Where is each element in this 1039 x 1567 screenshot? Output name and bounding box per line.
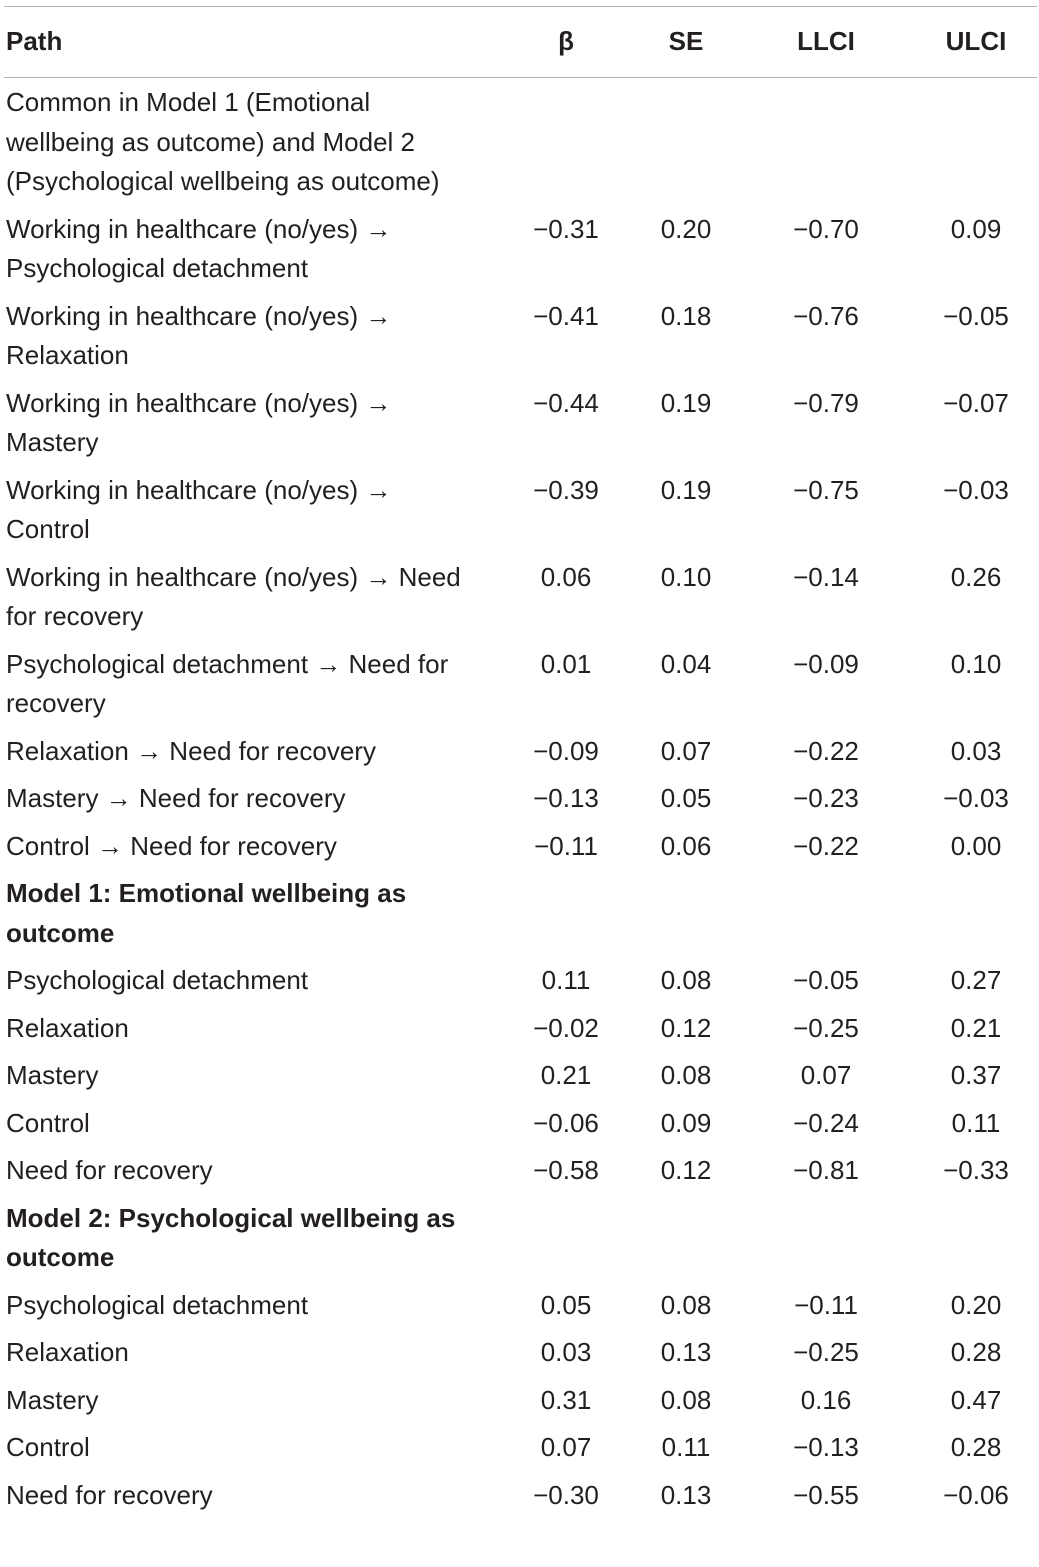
row-beta: 0.31 (540, 1384, 592, 1415)
table-row (4, 1104, 1037, 1152)
row-path: Mastery (6, 1060, 99, 1090)
row-ulci: 0.27 (950, 965, 1002, 995)
table-row (4, 1381, 1037, 1429)
row-llci: −0.14 (793, 561, 859, 592)
table-row (4, 384, 1037, 471)
table-row (4, 1476, 1037, 1524)
row-beta: −0.30 (533, 1479, 599, 1510)
row-path: Model 1: Emotional wellbeing as outcome (6, 878, 407, 948)
row-se: 0.08 (660, 965, 712, 995)
row-llci: −0.11 (794, 1289, 858, 1320)
row-llci: −0.09 (793, 648, 859, 679)
row-path: Common in Model 1 (Emotional wellbeing as outcome) and Model 2 (Psychological wellbeing as outcome) (6, 87, 440, 196)
row-path: Psychological detachment → Need for recovery (6, 648, 449, 718)
row-beta: 0.01 (540, 648, 592, 679)
row-se: 0.08 (660, 1289, 712, 1320)
row-path: Control → Need for recovery (6, 830, 337, 861)
row-llci: −0.24 (793, 1107, 859, 1138)
row-beta: −0.02 (533, 1012, 599, 1043)
table-row (4, 1286, 1037, 1334)
table-row (4, 297, 1037, 384)
row-se: 0.05 (660, 783, 712, 813)
header-path: Path (6, 26, 63, 57)
row-se: 0.13 (660, 1337, 712, 1367)
row-path: Need for recovery (6, 1155, 213, 1185)
row-beta: 0.06 (540, 561, 592, 592)
row-path: Psychological detachment (6, 1289, 309, 1320)
row-beta: 0.11 (541, 965, 591, 995)
row-ulci: 0.47 (950, 1384, 1002, 1415)
row-llci: −0.13 (793, 1432, 859, 1462)
row-ulci: −0.33 (943, 1155, 1009, 1185)
header-se: SE (668, 26, 704, 57)
table-row (4, 558, 1037, 645)
table-header (4, 7, 1037, 78)
row-llci: −0.75 (793, 474, 859, 505)
table-row (4, 1056, 1037, 1104)
row-se: 0.04 (660, 648, 712, 679)
row-llci: −0.22 (793, 830, 859, 861)
row-beta: −0.31 (533, 213, 599, 244)
row-llci: 0.16 (800, 1384, 852, 1415)
row-ulci: 0.03 (950, 735, 1002, 766)
row-se: 0.13 (660, 1479, 712, 1510)
row-llci: −0.81 (793, 1155, 859, 1185)
table-row (4, 1428, 1037, 1476)
table-row (4, 1333, 1037, 1381)
row-ulci: 0.28 (950, 1337, 1002, 1367)
row-path: Mastery (6, 1384, 99, 1415)
table-body (4, 78, 1037, 1523)
row-path: Working in healthcare (no/yes) → Psychological detachment (6, 213, 392, 283)
row-llci: −0.76 (793, 300, 859, 331)
row-path: Working in healthcare (no/yes) → Mastery (6, 387, 392, 457)
row-se: 0.12 (660, 1012, 712, 1043)
row-path: Model 2: Psychological wellbeing as outcome (6, 1202, 456, 1272)
row-path: Relaxation → Need for recovery (6, 735, 376, 766)
row-beta: 0.03 (540, 1337, 592, 1367)
row-ulci: −0.06 (943, 1479, 1009, 1510)
table-row (4, 961, 1037, 1009)
row-ulci: −0.07 (943, 387, 1009, 418)
row-se: 0.11 (661, 1432, 711, 1462)
table-row (4, 1009, 1037, 1057)
row-beta: 0.05 (540, 1289, 592, 1320)
results-table (4, 6, 1037, 1523)
row-llci: −0.22 (793, 735, 859, 766)
row-beta: −0.39 (533, 474, 599, 505)
row-llci: −0.55 (793, 1479, 859, 1510)
row-path: Relaxation (6, 1337, 129, 1367)
row-se: 0.08 (660, 1384, 712, 1415)
header-ulci: ULCI (945, 26, 1007, 57)
row-beta: −0.58 (533, 1155, 599, 1185)
row-path: Relaxation (6, 1012, 129, 1043)
row-path: Working in healthcare (no/yes) → Need for recovery (6, 561, 461, 631)
row-llci: −0.70 (793, 213, 859, 244)
row-se: 0.20 (660, 213, 712, 244)
row-se: 0.08 (660, 1060, 712, 1090)
row-ulci: −0.03 (943, 783, 1009, 813)
row-beta: −0.11 (534, 830, 598, 861)
row-beta: −0.41 (533, 300, 599, 331)
row-llci: −0.79 (793, 387, 859, 418)
table-row (4, 210, 1037, 297)
row-se: 0.10 (660, 561, 712, 592)
row-beta: 0.21 (540, 1060, 592, 1090)
table-row (4, 645, 1037, 732)
row-beta: −0.44 (533, 387, 599, 418)
row-llci: −0.05 (793, 965, 859, 995)
row-ulci: 0.26 (950, 561, 1002, 592)
row-path: Mastery → Need for recovery (6, 783, 346, 813)
row-se: 0.12 (660, 1155, 712, 1185)
row-ulci: 0.37 (950, 1060, 1002, 1090)
row-ulci: −0.05 (943, 300, 1009, 331)
section-row (4, 83, 1037, 210)
row-ulci: 0.20 (950, 1289, 1002, 1320)
header-beta: β (558, 26, 574, 57)
row-path: Psychological detachment (6, 965, 309, 995)
row-se: 0.07 (660, 735, 712, 766)
section-row (4, 874, 1037, 961)
row-beta: −0.06 (533, 1107, 599, 1138)
row-ulci: 0.28 (950, 1432, 1002, 1462)
table-row (4, 732, 1037, 780)
row-path: Control (6, 1107, 90, 1138)
row-llci: −0.23 (793, 783, 859, 813)
row-ulci: 0.10 (950, 648, 1002, 679)
row-se: 0.06 (660, 830, 712, 861)
table-row (4, 471, 1037, 558)
row-beta: 0.07 (540, 1432, 592, 1462)
row-path: Control (6, 1432, 90, 1462)
section-row (4, 1199, 1037, 1286)
header-llci: LLCI (797, 26, 855, 57)
row-ulci: 0.11 (951, 1107, 1001, 1138)
table-row (4, 1151, 1037, 1199)
row-se: 0.19 (660, 474, 712, 505)
row-se: 0.19 (660, 387, 712, 418)
row-se: 0.18 (660, 300, 712, 331)
table-row (4, 779, 1037, 827)
row-path: Working in healthcare (no/yes) → Control (6, 474, 392, 544)
row-path: Working in healthcare (no/yes) → Relaxation (6, 300, 392, 370)
row-ulci: 0.00 (950, 830, 1002, 861)
row-se: 0.09 (660, 1107, 712, 1138)
row-ulci: 0.09 (950, 213, 1002, 244)
row-llci: −0.25 (793, 1012, 859, 1043)
row-ulci: 0.21 (950, 1012, 1002, 1043)
row-llci: −0.25 (793, 1337, 859, 1367)
row-llci: 0.07 (800, 1060, 852, 1090)
table-row (4, 827, 1037, 875)
row-path: Need for recovery (6, 1479, 213, 1510)
row-beta: −0.13 (533, 783, 599, 813)
row-ulci: −0.03 (943, 474, 1009, 505)
row-beta: −0.09 (533, 735, 599, 766)
